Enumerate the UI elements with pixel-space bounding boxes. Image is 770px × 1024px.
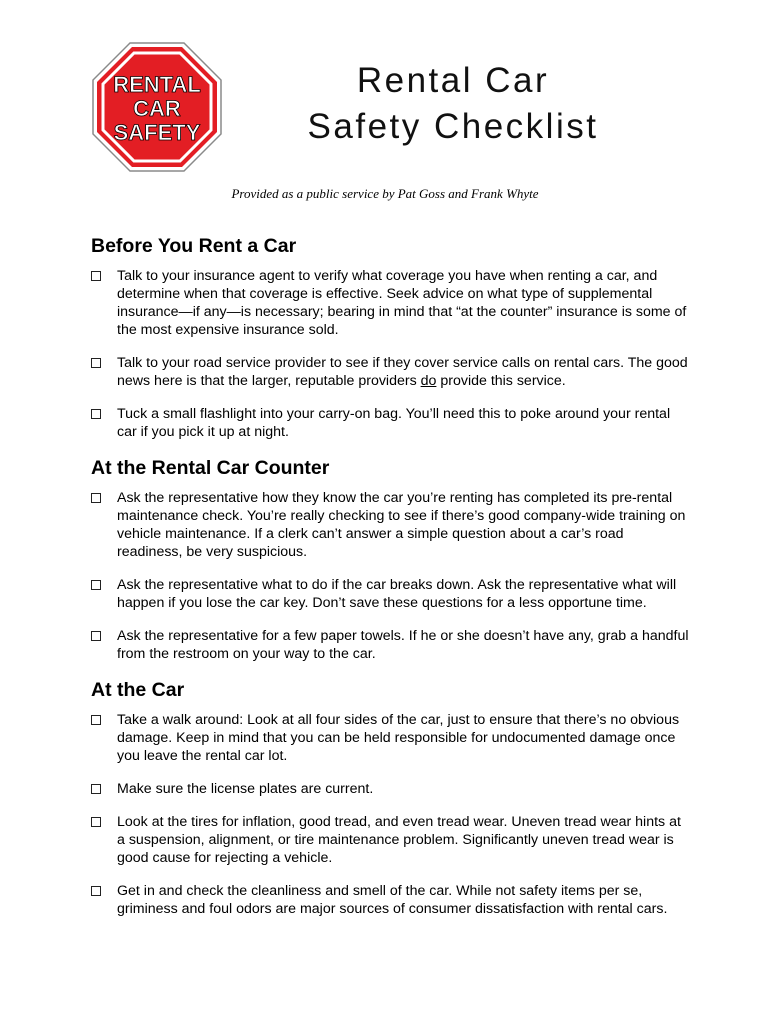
checkbox[interactable] — [91, 493, 101, 503]
checklist-item — [91, 711, 691, 765]
checklist-content — [91, 234, 691, 933]
item-text-pre: Talk to your road service provider to see if they cover service calls on rental cars. The good news here is that the larger, reputable providers — [117, 355, 688, 389]
checklist-item — [91, 813, 691, 867]
subtitle-credit: Provided as a public service by Pat Goss and Frank Whyte — [231, 186, 539, 201]
title-line-2: Safety Checklist — [307, 107, 599, 146]
page-title — [236, 58, 670, 150]
section-before-you-rent — [91, 234, 691, 441]
checkbox[interactable] — [91, 409, 101, 419]
checklist-item — [91, 576, 691, 612]
item-text-underlined: do — [420, 373, 437, 389]
checkbox[interactable] — [91, 715, 101, 725]
logo-text-line1: RENTAL — [113, 72, 201, 97]
section-heading: At the Car — [91, 679, 185, 701]
item-text: Tuck a small flashlight into your carry-on bag. You’ll need this to poke around your rental car if you pick it up at night. — [117, 406, 671, 440]
checkbox[interactable] — [91, 886, 101, 896]
item-text: Make sure the license plates are current. — [117, 781, 374, 797]
section-rental-counter — [91, 456, 691, 663]
checkbox[interactable] — [91, 358, 101, 368]
section-at-the-car — [91, 678, 691, 918]
checkbox[interactable] — [91, 271, 101, 281]
rental-car-safety-stop-sign-logo — [92, 42, 222, 172]
checkbox[interactable] — [91, 817, 101, 827]
checklist-item — [91, 882, 691, 918]
item-text: Ask the representative how they know the car you’re renting has completed its pre-rental maintenance check. You’re really checking to see if there’s good company-wide training on vehicle maintenance. If a clerk can’t answer a simple question about a car’s road readiness, be very suspicious. — [117, 490, 686, 560]
checklist-item — [91, 780, 691, 798]
checkbox[interactable] — [91, 784, 101, 794]
title-line-1: Rental Car — [356, 61, 550, 100]
item-text: Look at the tires for inflation, good tread, and even tread wear. Uneven tread wear hints at a suspension, alignment, or tire maintenance problem. Significantly uneven tread wear is good cause for rejecting a vehicle. — [117, 814, 681, 866]
checklist-item — [91, 267, 691, 339]
checklist-item — [91, 489, 691, 561]
logo-text-line3: SAFETY — [113, 120, 201, 145]
item-text: Take a walk around: Look at all four sides of the car, just to ensure that there’s no obvious damage. Keep in mind that you can be held responsible for undocumented damage once you leave the rental car lot. — [117, 712, 680, 764]
item-text: Get in and check the cleanliness and smell of the car. While not safety items per se, griminess and foul odors are major sources of consumer dissatisfaction with rental cars. — [117, 883, 668, 917]
section-heading: Before You Rent a Car — [91, 235, 297, 257]
checklist-item — [91, 354, 691, 390]
logo-text-line2: CAR — [133, 96, 181, 121]
item-text-post: provide this service. — [436, 373, 566, 389]
section-heading: At the Rental Car Counter — [91, 457, 330, 479]
checklist-item — [91, 405, 691, 441]
checklist-item — [91, 627, 691, 663]
checkbox[interactable] — [91, 631, 101, 641]
item-text: Talk to your insurance agent to verify what coverage you have when renting a car, and determine when that coverage is effective. Seek advice on what type of supplemental insurance—if any—is necessary; bearing in mind that “at the counter” insurance is some of the most expensive insurance sold. — [117, 268, 687, 338]
checkbox[interactable] — [91, 580, 101, 590]
item-text — [117, 355, 688, 389]
item-text: Ask the representative for a few paper towels. If he or she doesn’t have any, grab a handful from the restroom on your way to the car. — [117, 628, 689, 662]
item-text: Ask the representative what to do if the car breaks down. Ask the representative what will happen if you lose the car key. Don’t save these questions for a less opportune time. — [117, 577, 677, 611]
